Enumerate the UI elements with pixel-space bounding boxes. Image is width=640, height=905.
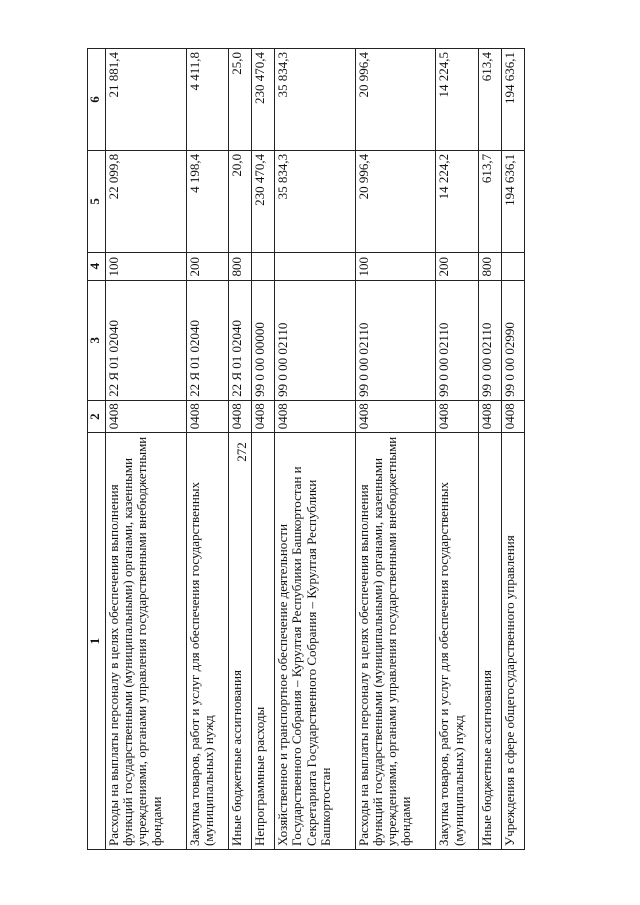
row-expense-type — [252, 252, 275, 280]
row-amount-2: 21 881,4 — [106, 49, 187, 151]
row-amount-2: 4 411,8 — [186, 49, 228, 151]
row-expense-type: 800 — [228, 252, 251, 280]
row-amount-1: 20,0 — [228, 150, 251, 252]
table-row — [106, 49, 187, 850]
row-amount-1: 22 099,8 — [106, 150, 187, 252]
table-row — [478, 49, 501, 850]
row-amount-1: 194 636,1 — [501, 150, 524, 252]
table-row — [275, 49, 356, 850]
row-name: Закупка товаров, работ и услуг для обеспечения государственных (муниципальных) нужд — [436, 433, 478, 850]
row-section: 0408 — [501, 400, 524, 432]
row-article: 22 Я 01 02040 — [228, 280, 251, 400]
row-section: 0408 — [228, 400, 251, 432]
row-section: 0408 — [436, 400, 478, 432]
row-amount-2: 613,4 — [478, 49, 501, 151]
row-expense-type: 100 — [355, 252, 436, 280]
row-amount-2: 194 636,1 — [501, 49, 524, 151]
header-col-1: 1 — [88, 433, 106, 850]
table-row — [252, 49, 275, 850]
row-name: Иные бюджетные ассигнования — [478, 433, 501, 850]
row-amount-2: 20 996,4 — [355, 49, 436, 151]
row-article: 22 Я 01 02040 — [106, 280, 187, 400]
row-article: 99 0 00 02110 — [355, 280, 436, 400]
row-name: Расходы на выплаты персоналу в целях обеспечения выполнения функций государственными (муниципальными) органами, казенными учреждениями, органами управления государственными внебюджетными фондами — [106, 433, 187, 850]
row-article: 99 0 00 02990 — [501, 280, 524, 400]
row-section: 0408 — [106, 400, 187, 432]
header-row — [88, 49, 106, 850]
row-amount-1: 35 834,3 — [275, 150, 356, 252]
row-amount-1: 4 198,4 — [186, 150, 228, 252]
row-section: 0408 — [478, 400, 501, 432]
row-amount-1: 613,7 — [478, 150, 501, 252]
row-section: 0408 — [186, 400, 228, 432]
table-row — [355, 49, 436, 850]
row-amount-2: 230 470,4 — [252, 49, 275, 151]
row-section: 0408 — [252, 400, 275, 432]
row-article: 99 0 00 02110 — [436, 280, 478, 400]
header-col-4: 4 — [88, 252, 106, 280]
row-article: 99 0 00 00000 — [252, 280, 275, 400]
row-expense-type: 200 — [436, 252, 478, 280]
row-article: 99 0 00 02110 — [478, 280, 501, 400]
row-expense-type — [275, 252, 356, 280]
row-name: Непрограммные расходы — [252, 433, 275, 850]
row-article: 99 0 00 02110 — [275, 280, 356, 400]
header-col-5: 5 — [88, 150, 106, 252]
row-article: 22 Я 01 02040 — [186, 280, 228, 400]
row-name: Расходы на выплаты персоналу в целях обеспечения выполнения функций государственными (муниципальными) органами, казенными учреждениями, органами управления государственными внебюджетными фондами — [355, 433, 436, 850]
row-amount-1: 230 470,4 — [252, 150, 275, 252]
header-col-3: 3 — [88, 280, 106, 400]
row-expense-type: 100 — [106, 252, 187, 280]
row-name: Учреждения в сфере общегосударственного управления — [501, 433, 524, 850]
row-name: Закупка товаров, работ и услуг для обеспечения государственных (муниципальных) нужд — [186, 433, 228, 850]
row-expense-type — [501, 252, 524, 280]
table-row — [186, 49, 228, 850]
header-col-6: 6 — [88, 49, 106, 151]
row-amount-2: 25,0 — [228, 49, 251, 151]
table-row — [436, 49, 478, 850]
header-col-2: 2 — [88, 400, 106, 432]
row-amount-1: 20 996,4 — [355, 150, 436, 252]
row-expense-type: 200 — [186, 252, 228, 280]
budget-table — [87, 48, 525, 850]
row-amount-1: 14 224,2 — [436, 150, 478, 252]
table-row — [501, 49, 524, 850]
row-name: Иные бюджетные ассигнования — [228, 433, 251, 850]
page-number: 272 — [234, 442, 249, 462]
row-name: Хозяйственное и транспортное обеспечение деятельности Государственного Собрания – Курултая Республики Башкортостан и Секретариата Государственного Собрания – Курултая Республики Башкортостан — [275, 433, 356, 850]
row-expense-type: 800 — [478, 252, 501, 280]
row-section: 0408 — [355, 400, 436, 432]
row-amount-2: 14 224,5 — [436, 49, 478, 151]
rotated-table-wrapper — [87, 48, 525, 850]
row-amount-2: 35 834,3 — [275, 49, 356, 151]
row-section: 0408 — [275, 400, 356, 432]
table-row — [228, 49, 251, 850]
